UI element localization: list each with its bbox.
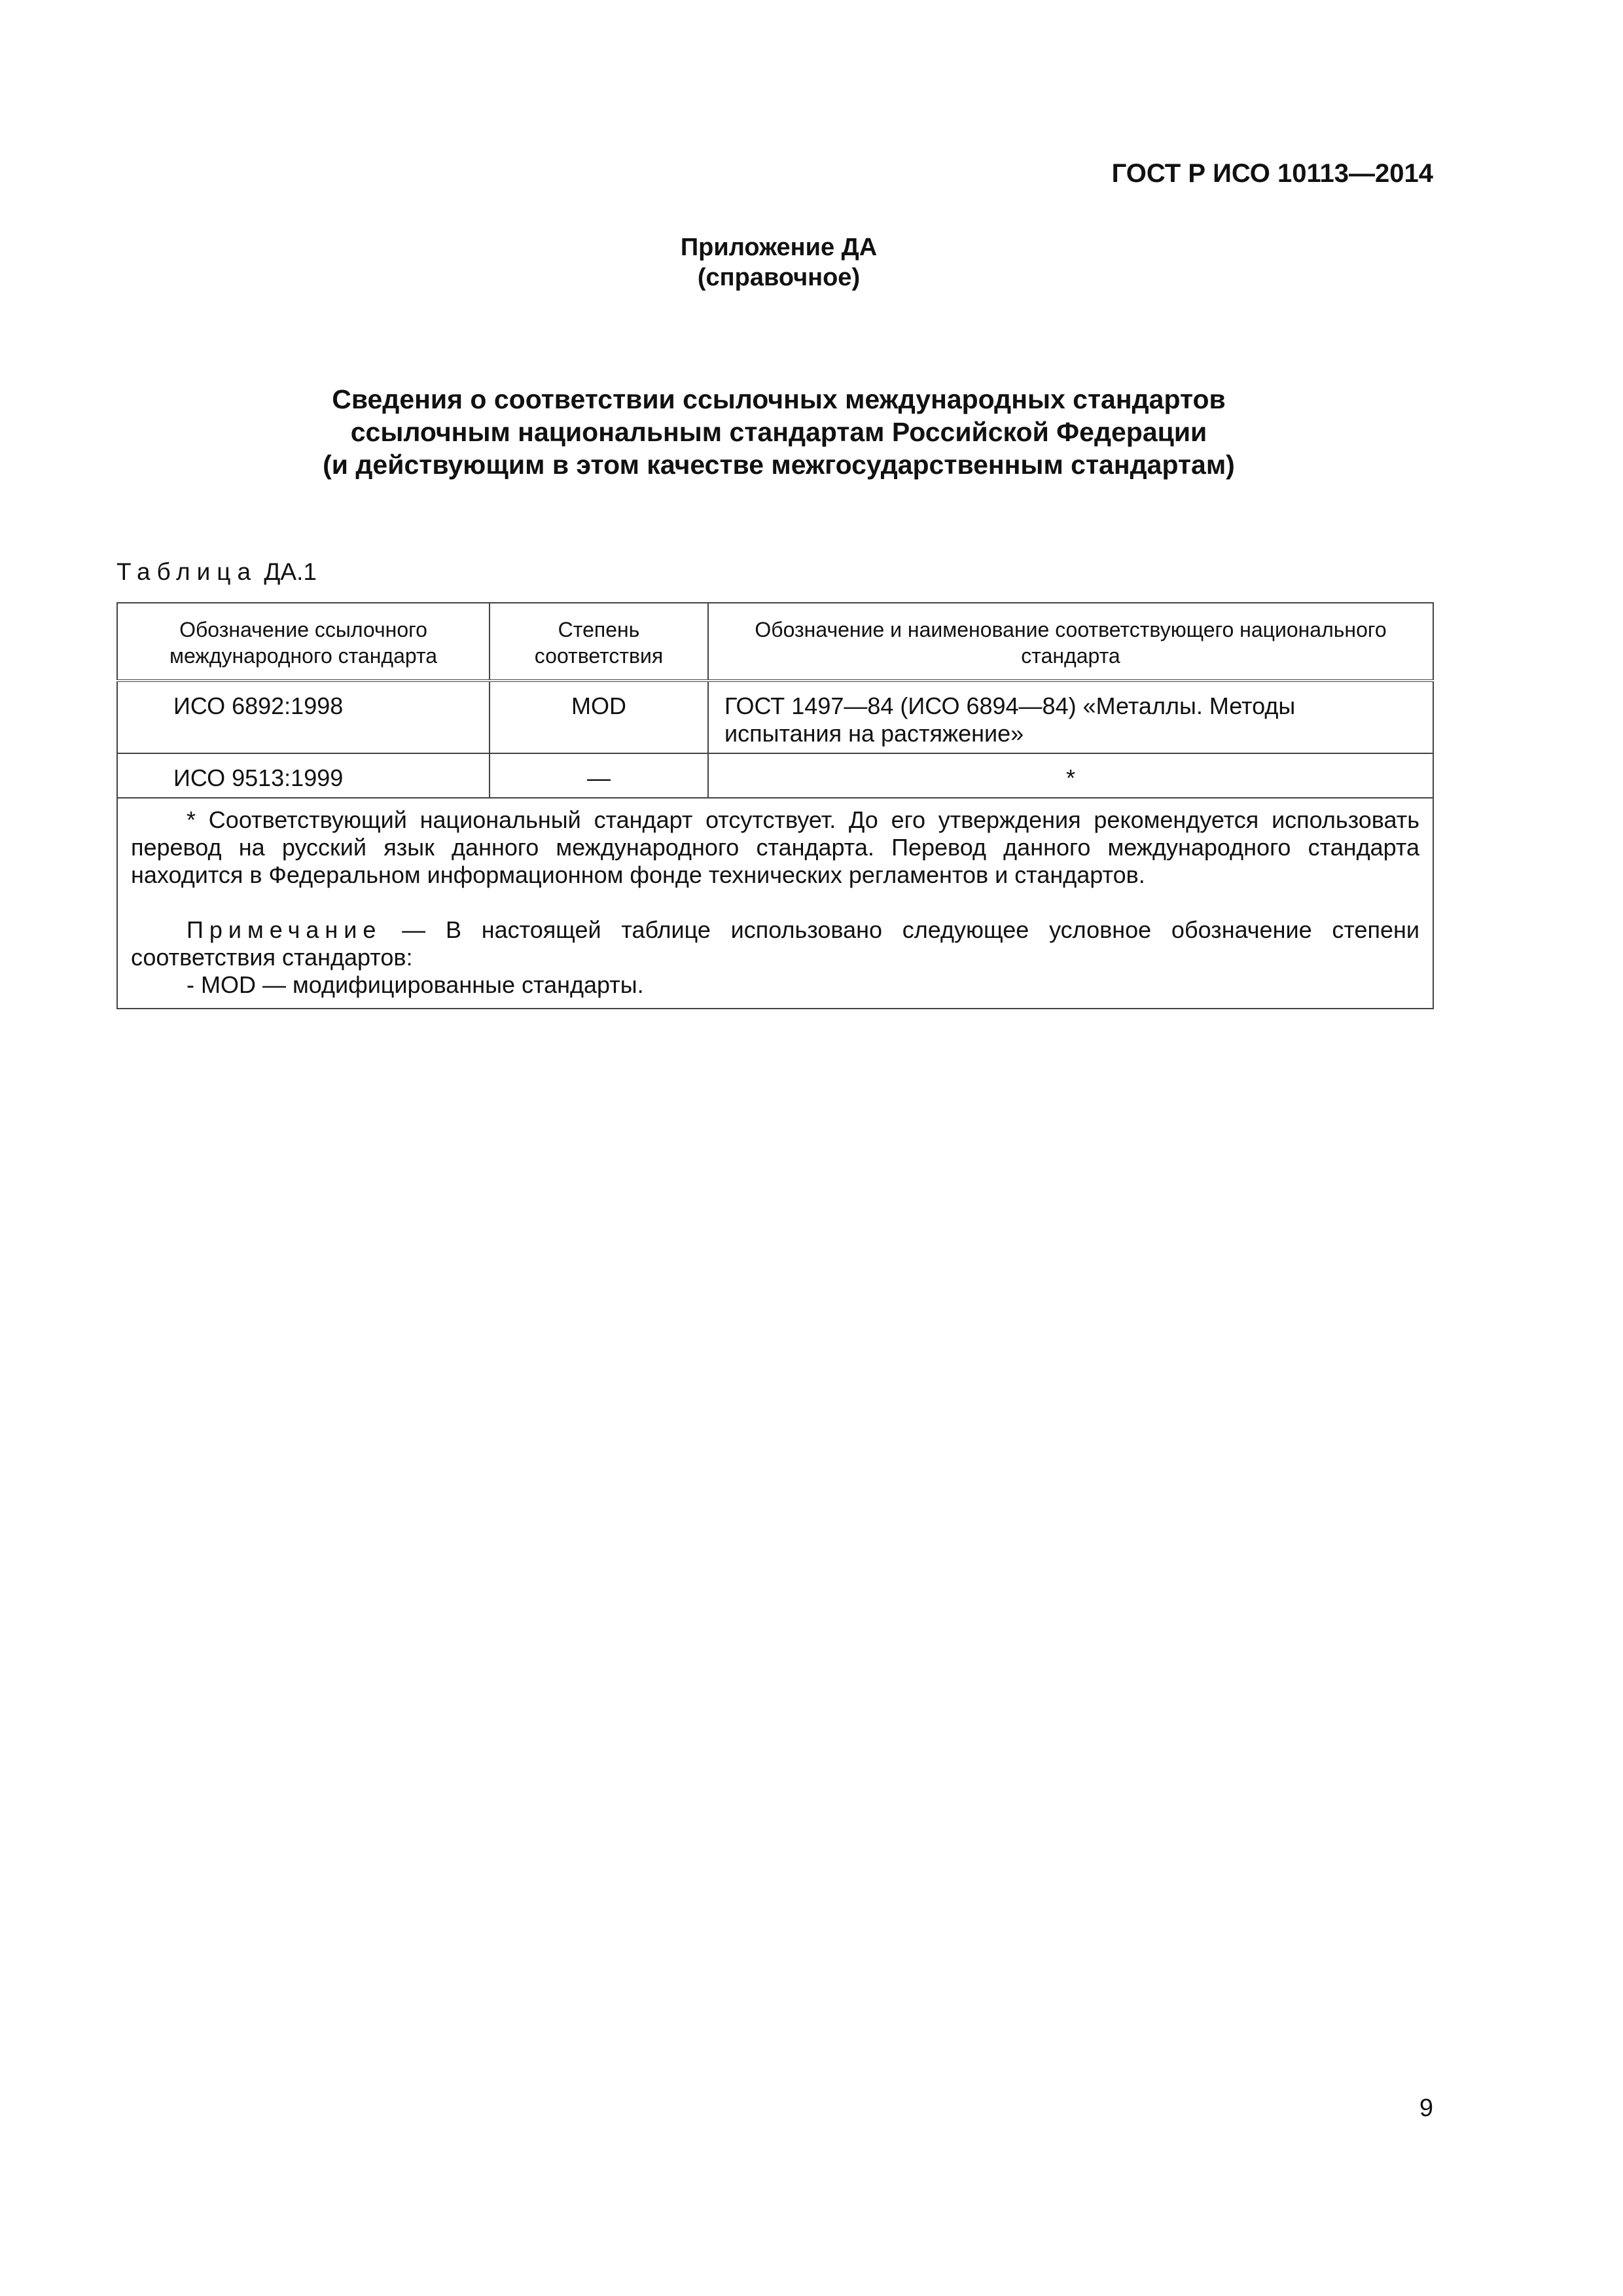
table-caption-number: ДА.1 (264, 558, 317, 585)
table-row (117, 753, 1433, 798)
column-header-degree: Степень соответствия (490, 603, 708, 681)
degree-cell: MOD (490, 681, 708, 753)
document-title (0, 383, 1558, 481)
title-line-2: ссылочным национальным стандартам Российской Федерации (350, 417, 1207, 447)
table-notes-cell (117, 798, 1433, 1009)
correspondence-table-wrap (116, 602, 1434, 1009)
degree-cell: — (490, 753, 708, 798)
table-caption-word: Таблица (116, 558, 258, 585)
national-standard-cell: ГОСТ 1497—84 (ИСО 6894—84) «Металлы. Методы испытания на растяжение» (708, 681, 1433, 753)
appendix-heading (0, 232, 1558, 293)
table-note (131, 916, 1419, 971)
national-standard-cell: * (708, 753, 1433, 798)
page-number: 9 (1419, 2094, 1433, 2122)
note-text: — В настоящей таблице использовано следующее условное обозначение степени соответствия стандартов: (131, 916, 1419, 971)
note-label: Примечание (187, 916, 382, 943)
intl-standard-cell: ИСО 6892:1998 (117, 681, 490, 753)
appendix-title: Приложение ДА (680, 234, 878, 261)
document-code: ГОСТ Р ИСО 10113—2014 (1111, 159, 1433, 188)
title-line-1: Сведения о соответствии ссылочных международных стандартов (332, 384, 1226, 414)
table-row (117, 681, 1433, 753)
column-header-intl: Обозначение ссылочного международного стандарта (117, 603, 490, 681)
table-notes-row (117, 798, 1433, 1009)
table-footnote: * Соответствующий национальный стандарт отсутствует. До его утверждения рекомендуется использовать перевод на русский язык данного международного стандарта. Перевод данного международного стандарта находится в Федеральном информационном фонде технических регламентов и стандартов. (131, 806, 1419, 888)
table-header-row (117, 603, 1433, 681)
title-line-3: (и действующим в этом качестве межгосударственным стандартам) (323, 450, 1235, 480)
appendix-type: (справочное) (697, 264, 861, 291)
correspondence-table (116, 602, 1434, 1009)
table-caption (116, 560, 317, 584)
intl-standard-cell: ИСО 9513:1999 (117, 753, 490, 798)
note-bullet: - MOD — модифицированные стандарты. (187, 971, 644, 998)
column-header-national: Обозначение и наименование соответствующего национального стандарта (708, 603, 1433, 681)
